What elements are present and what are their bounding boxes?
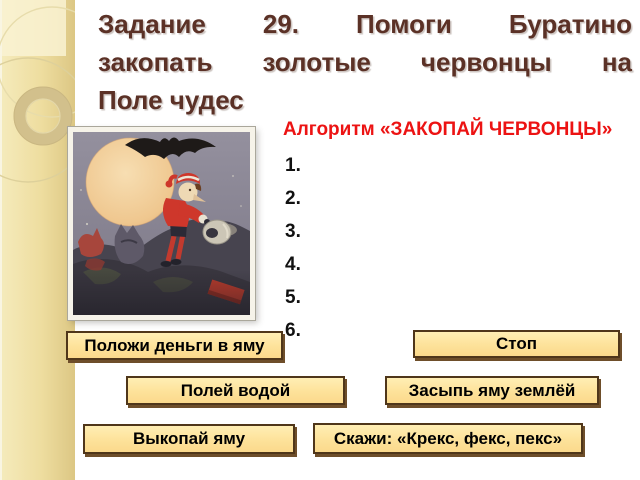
decorative-sidebar	[0, 0, 75, 480]
buratino-illustration	[68, 127, 255, 320]
algorithm-step-4: 4.	[285, 254, 301, 275]
answer-box-say-kreks-feks-peks[interactable]: Скажи: «Крекс, фекс, пекс»	[313, 423, 583, 454]
algorithm-step-6: 6.	[285, 320, 301, 341]
algorithm-step-2: 2.	[285, 188, 301, 209]
algorithm-step-1: 1.	[285, 155, 301, 176]
answer-box-dig-hole[interactable]: Выкопай яму	[83, 424, 295, 454]
answer-box-put-money-in-hole[interactable]: Положи деньги в яму	[66, 331, 283, 360]
sidebar-left-edge	[0, 0, 2, 480]
buratino-night-scene	[73, 132, 250, 315]
slide-title	[98, 5, 632, 119]
title-line: Поле чудес	[98, 85, 244, 115]
algorithm-step-5: 5.	[285, 287, 301, 308]
title-line: Задание 29. Помоги Буратино	[98, 9, 632, 39]
sidebar-circles-ornament	[0, 0, 75, 480]
bottom-vignette	[73, 270, 250, 315]
algorithm-step-3: 3.	[285, 221, 301, 242]
sidebar-top-block	[2, 0, 66, 56]
answer-box-fill-hole[interactable]: Засыпь яму землёй	[385, 376, 599, 405]
answer-box-pour-water[interactable]: Полей водой	[126, 376, 345, 405]
answer-box-stop[interactable]: Стоп	[413, 330, 620, 358]
sidebar-background	[0, 0, 75, 480]
algorithm-heading: Алгоритм «ЗАКОПАЙ ЧЕРВОНЦЫ»	[283, 119, 613, 140]
title-line: закопать золотые червонцы на	[98, 47, 632, 77]
algorithm-steps-list	[285, 149, 301, 347]
